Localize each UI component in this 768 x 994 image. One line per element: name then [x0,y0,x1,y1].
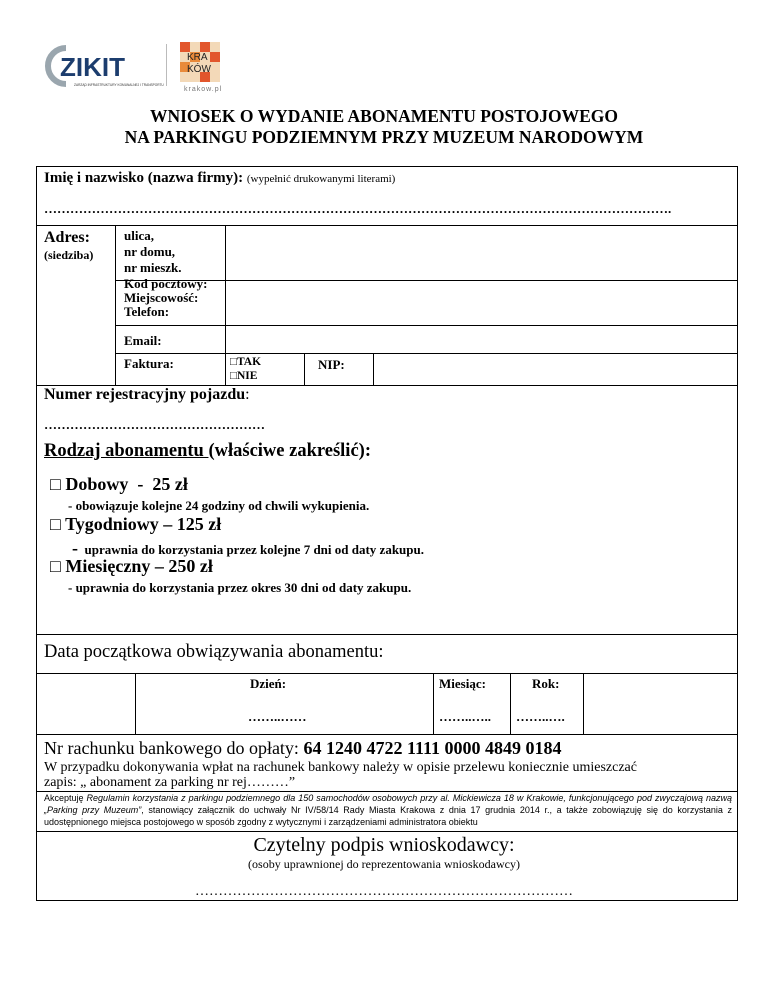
bank-number: 64 1240 4722 1111 0000 4849 0184 [303,738,562,758]
email-label: Email: [124,333,162,348]
title-line-2: NA PARKINGU PODZIEMNYM PRZY MUZEUM NARODOWYM [124,127,644,147]
street-label: ulica, nr domu, nr mieszk. [124,228,182,275]
invoice-label: Faktura: [124,356,174,371]
subscription-heading: Rodzaj abonamentu [44,441,209,461]
weekly-desc-row: - uprawnia do korzystania przez kolejne 7 dni od daty zakupu. [72,538,424,558]
vehicle-label: Numer rejestracyjny pojazdu [44,386,246,403]
invoice-no-checkbox[interactable]: □NIE [230,370,258,382]
day-label: Dzień: [250,676,287,691]
krakow-url: krakow.pl [184,86,223,93]
title-line-1: WNIOSEK O WYDANIE ABONAMENTU POSTOJOWEGO [149,106,619,126]
option-daily[interactable] [50,474,188,495]
zikit-sub: ZARZĄD INFRASTRUKTURY KOMUNALNEJ I TRANSPORTU [74,83,164,87]
invoice-options[interactable] [230,355,261,383]
krakow-top: KRA [187,52,208,63]
signature-sub: (osoby uprawnionej do reprezentowania wnioskodawcy) [248,857,520,871]
terms-text: Akceptuję Regulamin korzystania z parkingu podziemnego dla 150 samochodów osobowych przy al. Mickiewicza 18 w Krakowie, funkcjonującego pod zwyczajową nazwą „Parking przy Muzeum”, stanowiący załącznik do uchwały Nr IV/58/14 Rady Miasta Krakowa z dnia 17 grudnia 2014 r., a także zobowiązuję się do korzystania z udostępnionego miejsca postojowego w sposób zgodny z wytycznymi i zarządzeniami administratora obiektu [44,793,733,827]
year-label: Rok: [532,676,560,691]
monthly-checkbox: □ [50,556,61,576]
year-dots[interactable]: ……..…. [516,709,565,724]
logo-divider [166,44,167,86]
bank-note: W przypadku dokonywania wpłat na rachunek bankowy należy w opisie przelewu koniecznie umieszczać zapis: „ abonament za parking nr rej………” [44,760,637,790]
invoice-yes-checkbox[interactable]: □TAK [230,356,262,368]
zikit-text: ZIKIT [60,52,125,82]
postal-label: Kod pocztowy: [124,276,208,291]
option-weekly[interactable] [50,514,221,535]
month-label: Miesiąc: [439,676,486,691]
postal-block [124,277,207,319]
weekly-checkbox: □ [50,514,61,534]
monthly-desc: - uprawnia do korzystania przez okres 30 dni od daty zakupu. [68,580,412,595]
bank-label: Nr rachunku bankowego do opłaty: [44,738,304,758]
name-label: Imię i nazwisko (nazwa firmy): [44,170,244,186]
weekly-desc: uprawnia do korzystania przez kolejne 7 dni od daty zakupu. [84,542,424,557]
signature-dots[interactable]: ……………………………………………………………………… [195,884,573,899]
address-label: Adres: [44,229,90,246]
monthly-name: Miesięczny – 250 zł [65,556,213,576]
address-sub: (siedziba) [44,248,94,262]
month-dots[interactable]: ……..….. [439,709,491,724]
signature-label: Czytelny podpis wnioskodawcy: [253,834,515,856]
zikit-logo [44,42,164,90]
phone-label: Telefon: [124,304,170,319]
name-hint: (wypełnić drukowanymi literami) [246,173,396,185]
day-dots[interactable]: ……..…… [248,709,307,724]
daily-checkbox: □ [50,474,61,494]
daily-desc: - obowiązuje kolejne 24 godziny od chwili wykupienia. [68,498,370,513]
vehicle-dots[interactable]: …………………………………………… [44,417,265,432]
nip-label: NIP: [318,357,345,372]
name-dots[interactable]: ………………………………………………………………………………………………………………………………. [44,201,672,216]
city-label: Miejscowość: [124,290,199,305]
krakow-logo [178,40,222,92]
krakow-bottom: KÓW [187,64,211,75]
start-date-label: Data początkowa obwiązywania abonamentu: [44,642,384,662]
weekly-name: Tygodniowy – 125 zł [65,514,222,534]
option-monthly[interactable] [50,556,213,577]
daily-name: Dobowy - 25 zł [65,474,188,494]
